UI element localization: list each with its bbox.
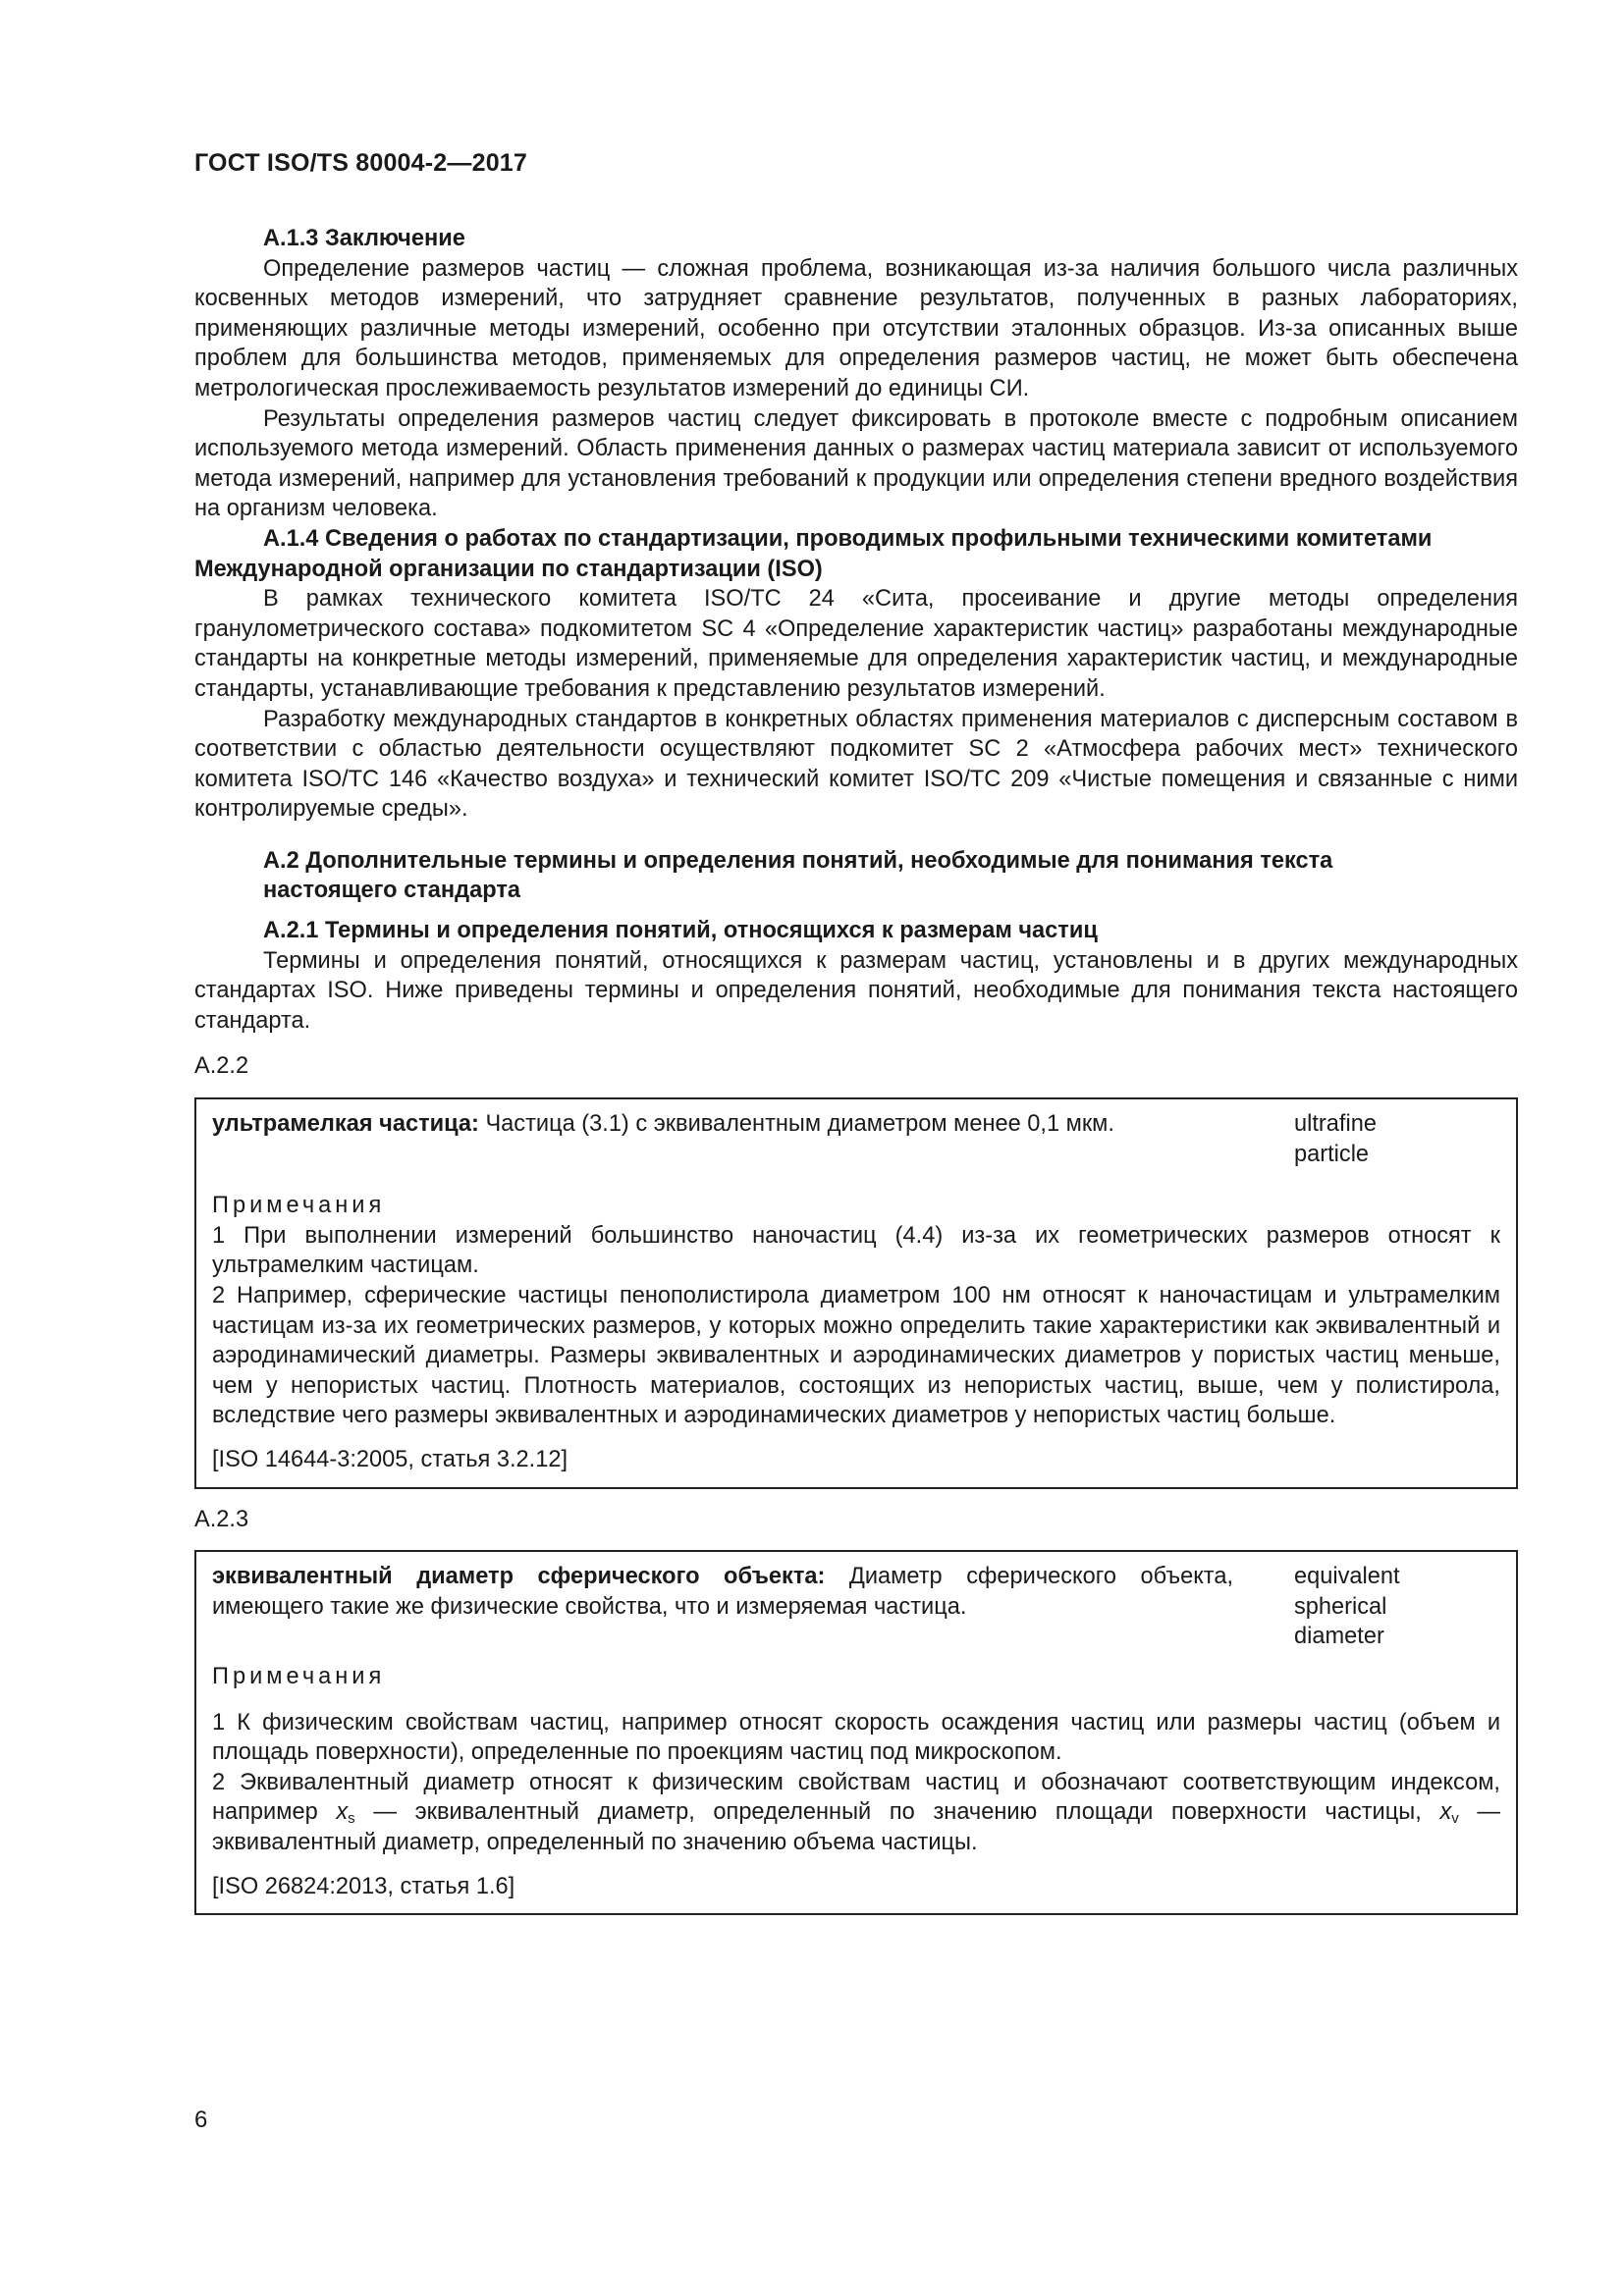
note (212, 1768, 1500, 1858)
source-reference: [ISO 14644-3:2005, статья 3.2.12] (212, 1446, 568, 1472)
english-term (1294, 1562, 1500, 1652)
heading-line: А.2 Дополнительные термины и определения понятий, необходимые для понимания текста (263, 847, 1333, 874)
subscript: v (1451, 1810, 1459, 1828)
page-header: ГОСТ ISO/TS 80004-2—2017 (194, 149, 528, 177)
paragraph: Определение размеров частиц — сложная проблема, возникающая из-за наличия большого числа различных косвенных методов измерений, что затрудняет сравнение результатов, полученных в разных лабораториях, применяющих различные методы измерений, особенно при отсутствии эталонных образцов. Из-за описанных выше проблем для большинства методов, применяемых для определения размеров частиц, не может быть обеспечена метрологическая прослеживаемость результатов измерений до единицы СИ. (194, 255, 1518, 401)
entry-number: А.2.3 (194, 1506, 249, 1532)
variable: x (1439, 1799, 1452, 1826)
heading-line: Международной организации по стандартизации (ISO) (194, 556, 823, 582)
document-body (194, 224, 1518, 1915)
note: 1 К физическим свойствам частиц, например относят скорость осаждения частиц или размеры частиц (объем и площадь поверхности), определенные по проекциям частиц под микроскопом. (212, 1709, 1500, 1766)
section-heading-a2 (194, 846, 1518, 906)
term-entry-box (194, 1550, 1518, 1915)
note: 2 Например, сферические частицы пенополистирола диаметром 100 нм относят к наночастицам и ультрамелким частицам из-за их геометрических размеров, у которых можно определить такие характеристики как эквивалентный и аэродинамический диаметры. Размеры эквивалентных и аэродинамических диаметров у пористых частиц меньше, чем у непористых частиц. Плотность материалов, состоящих из непористых частиц, выше, чем у полистирола, вследствие чего размеры эквивалентных и аэродинамических диаметров у непористых частиц больше. (212, 1283, 1500, 1429)
notes-label: Примечания (212, 1663, 386, 1689)
english-term-word: equivalent (1294, 1564, 1400, 1590)
english-term-word: spherical (1294, 1593, 1387, 1620)
english-term-word: particle (1294, 1141, 1370, 1167)
term-definition (212, 1109, 1233, 1169)
heading-line: настоящего стандарта (263, 878, 521, 904)
english-term-word: diameter (1294, 1624, 1384, 1650)
note-text: — эквивалентный диаметр, определенный по значению объема частицы. (212, 1799, 1500, 1855)
section-heading-a21: А.2.1 Термины и определения понятий, относящихся к размерам частиц (263, 918, 1098, 944)
note-text: 2 Эквивалентный диаметр относят к физическим свойствам частиц и обозначают соответствующим индексом, например (212, 1769, 1500, 1826)
note: 1 При выполнении измерений большинство наночастиц (4.4) из-за их геометрических размеров относят к ультрамелким частицам. (212, 1222, 1500, 1279)
term-row (212, 1109, 1500, 1169)
notes-label: Примечания (212, 1193, 386, 1219)
subscript: s (348, 1810, 355, 1828)
term-row (212, 1562, 1500, 1652)
term-entry-box (194, 1097, 1518, 1489)
term-definition (212, 1562, 1233, 1652)
english-term (1294, 1109, 1500, 1169)
paragraph: Термины и определения понятий, относящихся к размерам частиц, установлены и в других международных стандартах ISO. Ниже приведены термины и определения понятий, необходимые для понимания текста настоящего стандарта. (194, 947, 1518, 1034)
heading-line: А.1.4 Сведения о работах по стандартизации, проводимых профильными техническими комитетами (263, 525, 1433, 552)
section-heading-a14 (194, 524, 1518, 584)
page-number: 6 (194, 2107, 208, 2133)
variable: x (336, 1799, 349, 1826)
english-term-word: ultrafine (1294, 1111, 1377, 1138)
paragraph: Результаты определения размеров частиц следует фиксировать в протоколе вместе с подробным описанием используемого метода измерений. Область применения данных о размерах частиц материала зависит от используемого метода измерений, например для установления требований к продукции или определения степени вредного воздействия на организм человека. (194, 405, 1518, 522)
definition-text: Диаметр сферического объекта, имеющего такие же физические свойства, что и измеряемая частица. (212, 1564, 1233, 1620)
entry-number: А.2.2 (194, 1053, 249, 1080)
term-name: ультрамелкая частица: (212, 1111, 479, 1138)
paragraph: В рамках технического комитета ISO/TC 24 «Сита, просеивание и другие методы определения гранулометрического состава» подкомитетом SC 4 «Определение характеристик частиц» разработаны международные стандарты на конкретные методы измерений, применяемые для определения характеристик частиц, и международные стандарты, устанавливающие требования к представлению результатов измерений. (194, 586, 1518, 702)
source-reference: [ISO 26824:2013, статья 1.6] (212, 1873, 515, 1899)
definition-text: Частица (3.1) с эквивалентным диаметром менее 0,1 мкм. (478, 1111, 1114, 1138)
section-heading-a13: А.1.3 Заключение (263, 226, 465, 251)
term-name: эквивалентный диаметр сферического объекта: (212, 1564, 826, 1590)
paragraph: Разработку международных стандартов в конкретных областях применения материалов с дисперсным составом в соответствии с областью деятельности осуществляют подкомитет SC 2 «Атмосфера рабочих мест» технического комитета ISO/TC 146 «Качество воздуха» и технический комитет ISO/TC 209 «Чистые помещения и связанные с ними контролируемые среды». (194, 706, 1518, 823)
note-text: — эквивалентный диаметр, определенный по значению площади поверхности частицы, (354, 1799, 1440, 1826)
